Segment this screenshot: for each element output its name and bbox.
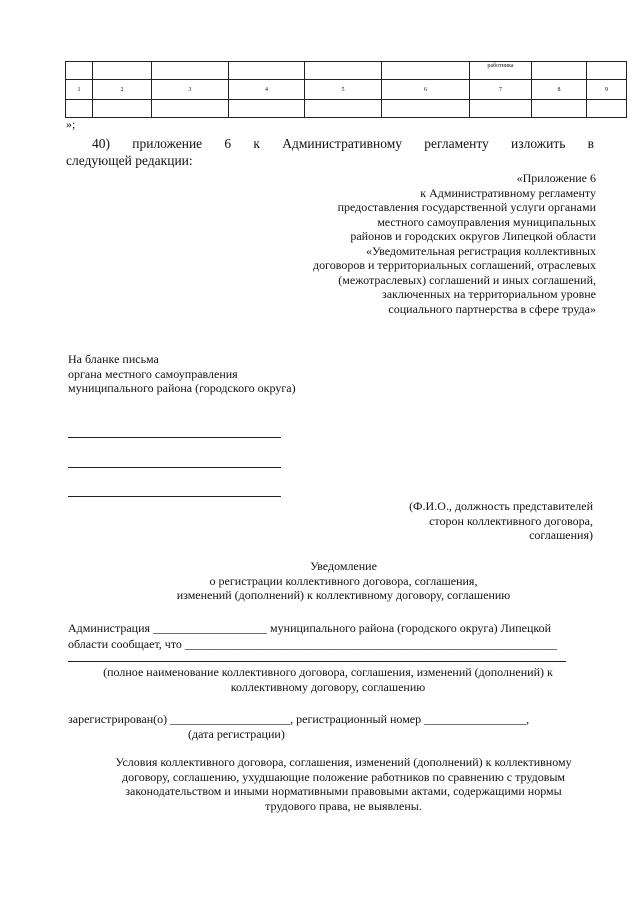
table-cell: 7 [470, 80, 532, 100]
recipient-line-3 [68, 496, 281, 497]
table-empty-row [66, 100, 627, 118]
table-cell: 6 [382, 80, 470, 100]
table-cell: 5 [305, 80, 382, 100]
registration-number-blank: _________________, [424, 712, 530, 726]
closing-mark: »; [66, 117, 76, 131]
registered-line: зарегистрирован(о) ____________________, регистрационный номер _________________, [68, 712, 530, 726]
recipient-line-2 [68, 467, 281, 468]
letterhead-note: На бланке письма органа местного самоуправления муниципального района (городского округа) [68, 352, 296, 395]
table-cell: 9 [587, 80, 627, 100]
appendix-header: «Приложение 6 к Административному регламенту предоставления государственной услуги органами местного самоуправления муниципальных районов и городских округов Липецкой области «Уведомительная регистрация коллективных договоров и территориальных соглашений, отраслевых (межотраслевых) соглашений и иных соглашений, заключенных на территориальном уровне социального партнерства в сфере труда» [313, 171, 596, 316]
table-header-note: работника [487, 62, 514, 69]
full-name-line [68, 661, 566, 662]
table-number-row [66, 80, 627, 100]
item-40-line2: следующей редакции: [66, 153, 193, 168]
registration-date-blank: ____________________ [170, 712, 291, 726]
reports-blank: ______________________________________________________________ [184, 637, 557, 651]
admin-line: Администрация ___________________ муниципального района (городского округа) Липецкой [68, 621, 552, 635]
full-name-note: (полное наименование коллективного договора, соглашения, изменений (дополнений) к коллективному договору, соглашению [103, 665, 553, 694]
admin-blank: ___________________ [153, 621, 268, 635]
table-cell: 1 [66, 80, 93, 100]
registry-table [65, 61, 627, 118]
table-cell: 8 [532, 80, 587, 100]
item-40-line1: 40) приложение 6 к Административному регламенту изложить в [92, 136, 594, 151]
reg-date-note: (дата регистрации) [188, 727, 285, 741]
table-cell: 3 [152, 80, 229, 100]
table-cell: 4 [229, 80, 305, 100]
notice-title: Уведомление о регистрации коллективного договора, соглашения, изменений (дополнений) к коллективному договору, соглашению [176, 559, 511, 602]
table-cell: 2 [93, 80, 152, 100]
reports-line: области сообщает, что ______________________________________________________________ [68, 637, 557, 651]
recipient-note: (Ф.И.О., должность представителей сторон коллективного договора, соглашения) [409, 499, 593, 542]
table-header-row [66, 62, 627, 80]
conclusion-paragraph: Условия коллективного договора, соглашения, изменений (дополнений) к коллективному договору, соглашению, ухудшающие положение работников по сравнению с трудовым законодательством и иными нормативными правовыми актами, содержащими нормы трудового права, не выявлены. [115, 755, 572, 813]
recipient-line-1 [68, 437, 281, 438]
